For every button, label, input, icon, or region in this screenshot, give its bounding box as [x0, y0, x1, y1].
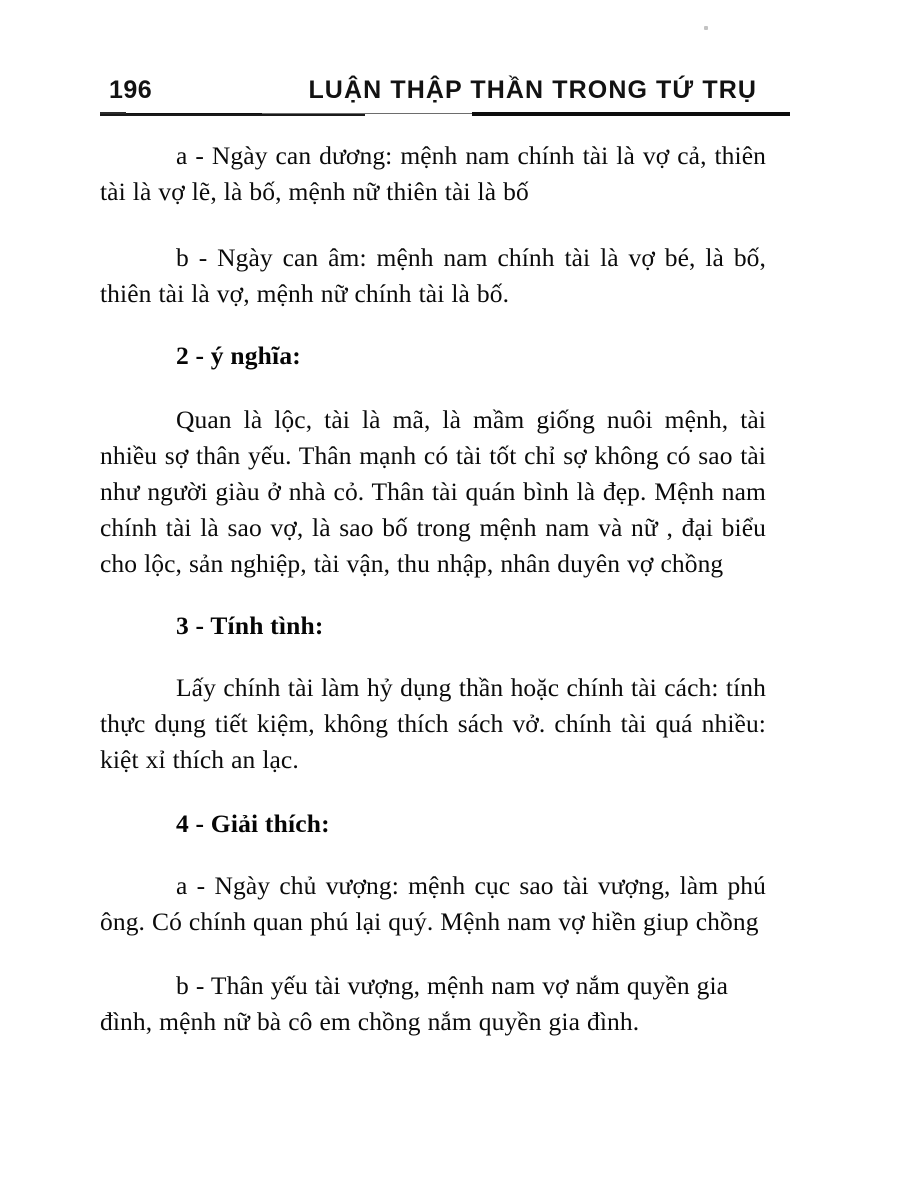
paragraph-spacer [100, 778, 766, 806]
scan-artifact-speck [704, 26, 708, 30]
paragraph-y-nghia-body: Quan là lộc, tài là mã, là mầm giống nuôi mệnh, tài nhiều sợ thân yếu. Thân mạnh có tài tốt chỉ sợ không có sao tài như người giàu ở nhà cỏ. Thân tài quán bình là đẹp. Mệnh nam chính tài là sao vợ, là sao bố trong mệnh nam và nữ , đại biểu cho lộc, sản nghiệp, tài vận, thu nhập, nhân duyên vợ chồng [100, 405, 766, 578]
paragraph-b-than-yeu-tai-vuong: b - Thân yếu tài vượng, mệnh nam vợ nắm quyền gia đình, mệnh nữ bà cô em chồng nắm quyền gia đình. [100, 971, 729, 1036]
body-text-column [100, 138, 766, 1040]
running-head [100, 74, 765, 110]
paragraph-spacer [100, 582, 766, 608]
paragraph-spacer [100, 374, 766, 402]
page-number: 196 [109, 76, 153, 104]
paragraph-spacer [100, 210, 766, 240]
paragraph-spacer [100, 940, 766, 968]
running-title: LUẬN THẬP THẦN TRONG TỨ TRỤ [308, 76, 757, 104]
paragraph-a-ngay-chu-vuong: a - Ngày chủ vượng: mệnh cục sao tài vượng, làm phú ông. Có chính quan phú lại quý. Mệnh nam vợ hiền giup chồng [100, 871, 766, 936]
heading-4-giai-thich: 4 - Giải thích: [176, 809, 330, 838]
paragraph-tinh-tinh-body: Lấy chính tài làm hỷ dụng thần hoặc chính tài cách: tính thực dụng tiết kiệm, không thích sách vở. chính tài quá nhiều: kiệt xỉ thích an lạc. [100, 673, 766, 774]
header-divider-rule [100, 112, 790, 116]
paragraph-spacer [100, 312, 766, 338]
heading-2-y-nghia: 2 - ý nghĩa: [176, 341, 301, 370]
heading-3-tinh-tinh: 3 - Tính tình: [176, 611, 324, 640]
paragraph-a-ngay-can-duong: a - Ngày can dương: mệnh nam chính tài là vợ cả, thiên tài là vợ lẽ, là bố, mệnh nữ thiên tài là bố [100, 141, 766, 206]
paragraph-spacer [100, 644, 766, 670]
paragraph-spacer [100, 842, 766, 868]
paragraph-b-ngay-can-am: b - Ngày can âm: mệnh nam chính tài là vợ bé, là bố, thiên tài là vợ, mệnh nữ chính tài là bố. [100, 243, 766, 308]
